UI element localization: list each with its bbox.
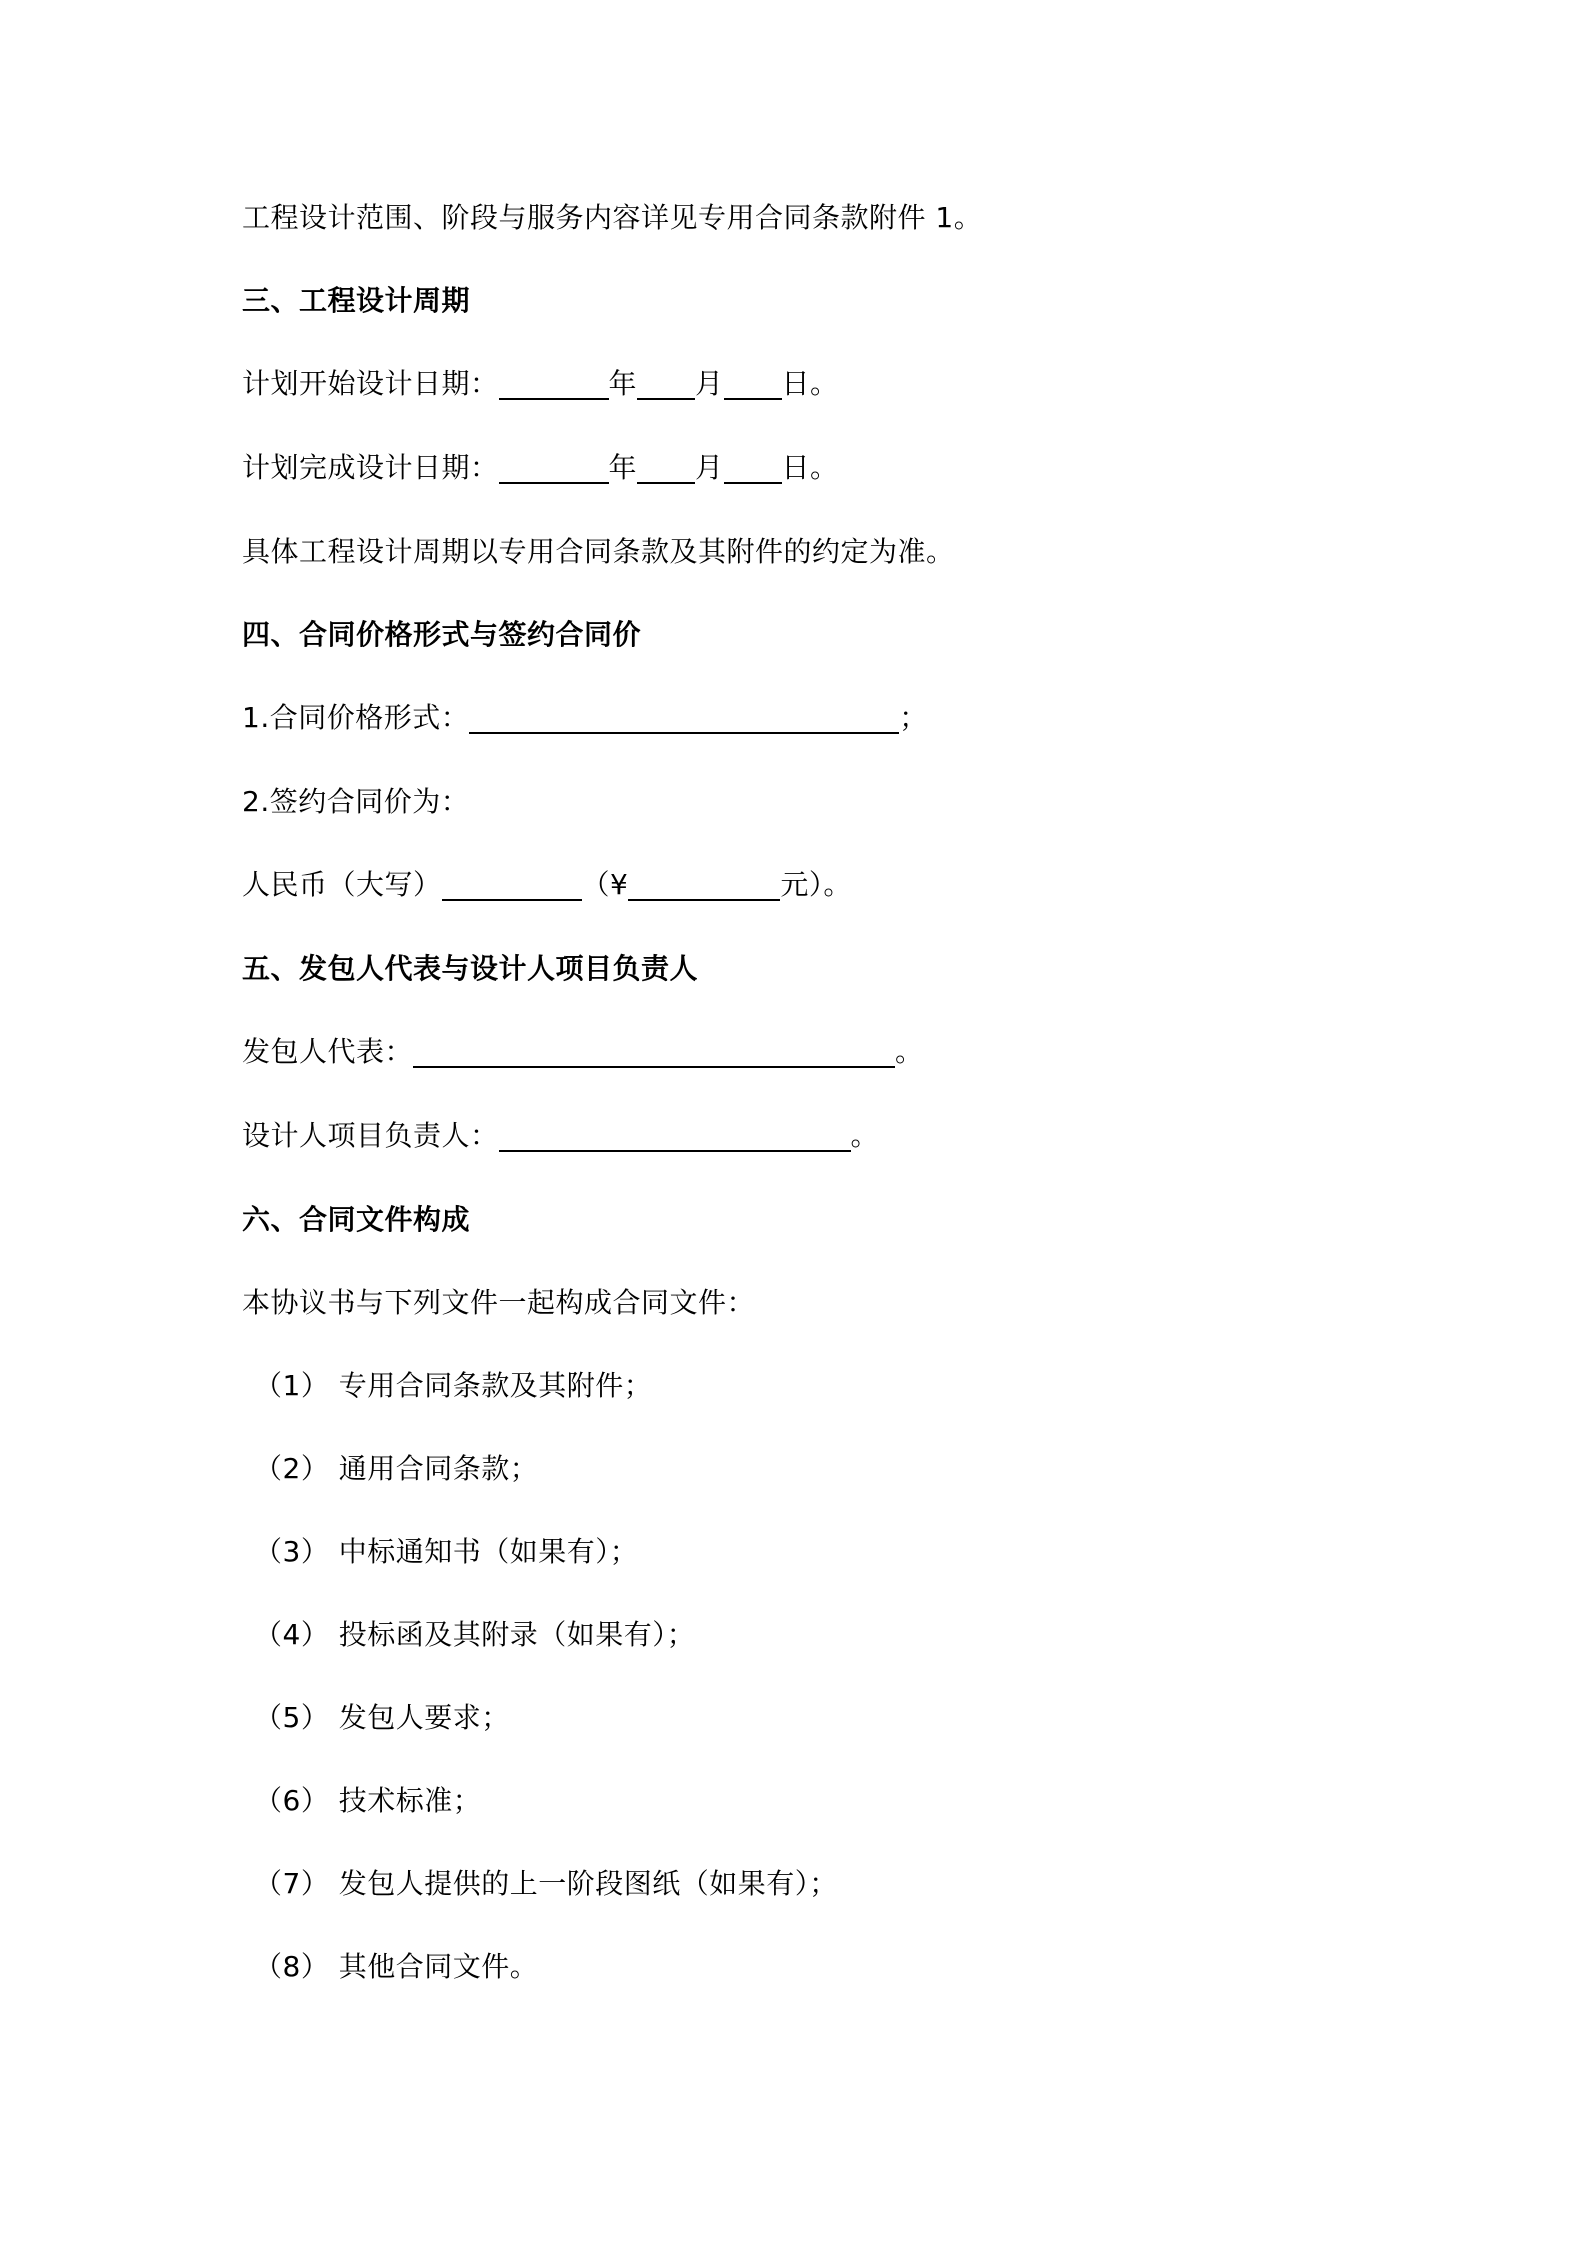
text-run: 元）。 (780, 868, 852, 901)
text-run: 1.合同价格形式： (242, 701, 470, 734)
contract-document-item-5 (254, 1703, 1476, 1733)
contract-document-item-4 (254, 1620, 1476, 1650)
planned-start-date-line (242, 369, 1476, 400)
text-run: 人民币（大写） (242, 868, 442, 901)
text-run: （5） 发包人要求； (254, 1701, 510, 1734)
fill-blank-underline (499, 376, 609, 400)
fill-blank-underline (413, 1044, 895, 1068)
text-run: 日。 (781, 451, 839, 484)
section-5-heading (242, 954, 1476, 984)
text-run: （6） 技术标准； (254, 1784, 482, 1817)
fill-blank-underline (724, 376, 782, 400)
text-run: 五、发包人代表与设计人项目负责人 (242, 952, 699, 985)
fill-blank-underline (499, 1128, 851, 1152)
text-run: 计划完成设计日期： (242, 451, 499, 484)
text-run: 具体工程设计周期以专用合同条款及其附件的约定为准。 (242, 535, 955, 568)
text-run: （8） 其他合同文件。 (254, 1950, 539, 1983)
text-run: ； (899, 701, 928, 734)
contract-price-form-line (242, 703, 1476, 734)
text-run: （3） 中标通知书（如果有）； (254, 1535, 639, 1568)
design-period-note (242, 537, 1476, 567)
signed-contract-price-line (242, 787, 1476, 817)
section-4-heading (242, 620, 1476, 650)
text-run: 六、合同文件构成 (242, 1203, 471, 1236)
designer-project-leader-line (242, 1121, 1476, 1152)
text-run: 设计人项目负责人： (242, 1119, 499, 1152)
fill-blank-underline (724, 460, 782, 484)
fill-blank-underline (628, 877, 780, 901)
planned-finish-date-line (242, 453, 1476, 484)
text-run: 。 (895, 1035, 924, 1068)
text-run: 四、合同价格形式与签约合同价 (242, 618, 642, 651)
contract-document-item-6 (254, 1786, 1476, 1816)
text-run: 月 (695, 367, 724, 400)
design-scope-note (242, 203, 1476, 233)
text-run: 日。 (781, 367, 839, 400)
text-run: 。 (850, 1119, 880, 1152)
contract-documents-intro (242, 1288, 1476, 1318)
fill-blank-underline (442, 877, 582, 901)
contract-document-item-2 (254, 1454, 1476, 1484)
text-run: 工程设计范围、阶段与服务内容详见专用合同条款附件 1。 (242, 201, 983, 234)
text-run: （¥ (581, 868, 629, 901)
text-run: 计划开始设计日期： (242, 367, 499, 400)
contract-document-item-8 (254, 1952, 1476, 1982)
fill-blank-underline (637, 376, 695, 400)
rmb-amount-line (242, 870, 1476, 901)
fill-blank-underline (499, 460, 609, 484)
text-run: 2.签约合同价为： (242, 785, 470, 818)
contract-document-item-7 (254, 1869, 1476, 1899)
section-6-heading (242, 1205, 1476, 1235)
fill-blank-underline (637, 460, 695, 484)
contract-document-item-1 (254, 1371, 1476, 1401)
text-run: 月 (695, 451, 724, 484)
text-run: （2） 通用合同条款； (254, 1452, 539, 1485)
text-run: 发包人代表： (242, 1035, 414, 1068)
text-run: 年 (608, 367, 638, 400)
text-run: 三、工程设计周期 (242, 284, 471, 317)
employer-representative-line (242, 1037, 1476, 1068)
section-3-heading (242, 286, 1476, 316)
fill-blank-underline (469, 710, 899, 734)
text-run: 本协议书与下列文件一起构成合同文件： (242, 1286, 756, 1319)
text-run: 年 (608, 451, 638, 484)
text-run: （4） 投标函及其附录（如果有）； (254, 1618, 696, 1651)
text-run: （1） 专用合同条款及其附件； (254, 1369, 653, 1402)
document-body (242, 203, 1476, 2035)
contract-document-item-3 (254, 1537, 1476, 1567)
text-run: （7） 发包人提供的上一阶段图纸（如果有）； (254, 1867, 838, 1900)
